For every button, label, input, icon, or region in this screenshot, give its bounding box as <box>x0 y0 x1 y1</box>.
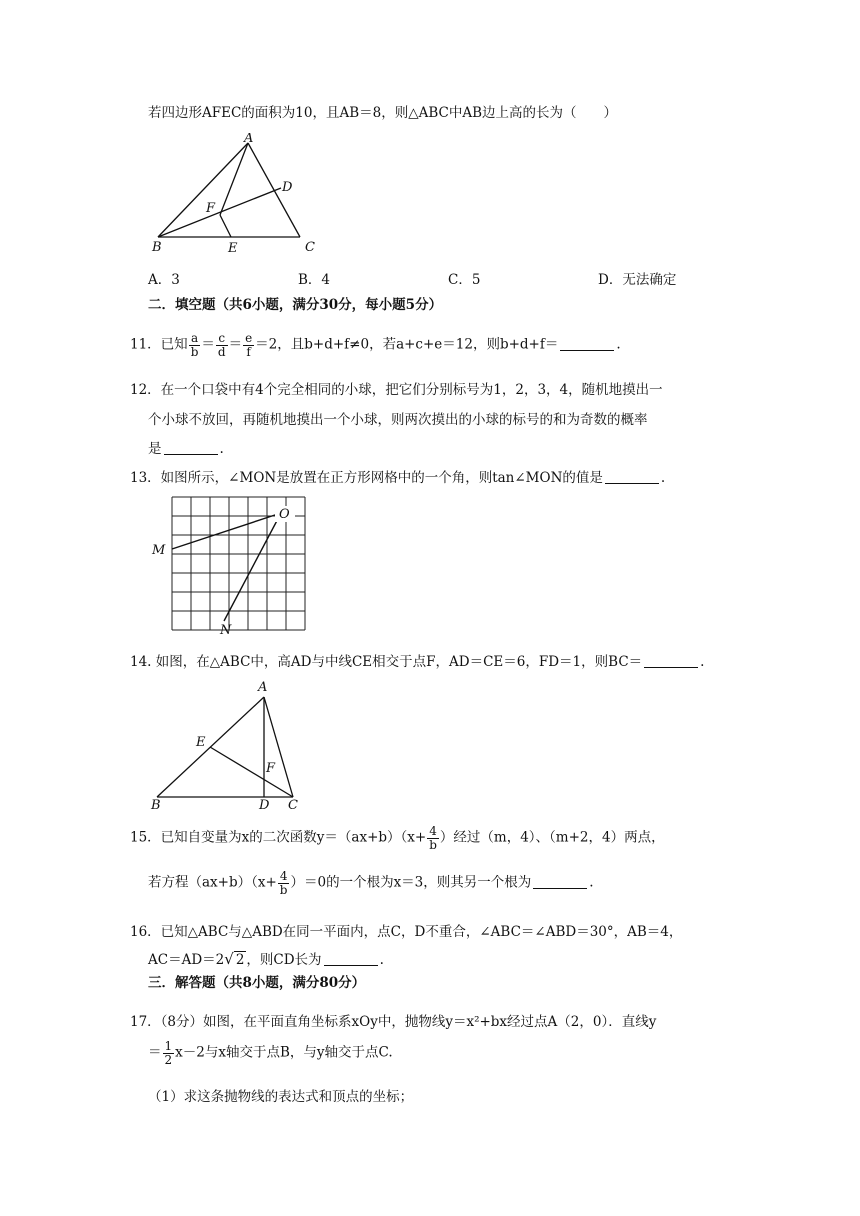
section-2-heading: 二．填空题（共6小题，满分30分，每小题5分） <box>148 297 443 313</box>
q10-label-d: D <box>282 180 293 195</box>
q17-fraction-1-2: $\frac{1}{2}$ <box>164 1039 173 1067</box>
q11-fraction-e-f: $\frac{e}{f}$ <box>245 331 253 359</box>
q11-fraction-c-d: $\frac{c}{d}$ <box>217 331 226 359</box>
q13-label-m: M <box>152 543 166 558</box>
q16-answer-blank[interactable] <box>324 965 378 966</box>
q15-fraction-4-b-2: $\frac{4}{b}$ <box>279 869 288 897</box>
question-12-line-2: 个小球不放回，再随机地摸出一个小球，则两次摸出的小球的标号的和为奇数的概率 <box>148 412 648 428</box>
q14-label-f: F <box>266 761 276 776</box>
question-14: 14. 如图，在△ABC中，高AD与中线CE相交于点F，AD＝CE＝6，FD＝1，则BC＝ . <box>130 654 705 670</box>
q14-label-a: A <box>258 680 268 695</box>
q11-fraction-a-b: $\frac{a}{b}$ <box>190 331 199 359</box>
question-12-line-3: 是 . <box>148 441 224 457</box>
q16-sqrt-2: 2 <box>235 952 245 968</box>
q15-answer-blank[interactable] <box>533 888 587 889</box>
q11-answer-blank[interactable] <box>560 350 614 351</box>
q10-label-b: B <box>152 240 162 255</box>
q10-figure <box>148 133 328 258</box>
question-15-line-2: 若方程（ax+b）（x+ $\frac{4}{b}$ ）＝0的一个根为x＝3，则其另一个根为 . <box>148 869 594 897</box>
q10-label-c: C <box>305 240 315 255</box>
q10-option-a: A．3 <box>148 272 180 288</box>
q10-stem: 若四边形AFEC的面积为10，且AB＝8，则△ABC中AB边上高的长为（ ） <box>148 105 618 121</box>
question-15-line-1: 15．已知自变量为x的二次函数y＝（ax+b）（x+ $\frac{4}{b}$ ）经过（m，4）、（m+2，4）两点， <box>130 824 665 852</box>
question-11: 11．已知 $\frac{a}{b}$ ＝ $\frac{c}{d}$ ＝ $\frac{e}{f}$ ＝2，且b+d+f≠0，若a+c+e＝12，则b+d+f＝ . <box>130 331 621 359</box>
q13-label-n: N <box>220 623 232 636</box>
q14-label-e: E <box>196 735 206 750</box>
question-16-line-1: 16．已知△ABC与△ABD在同一平面内，点C，D不重合，∠ABC＝∠ABD＝30°，AB＝4， <box>130 924 683 940</box>
q10-option-c: C．5 <box>448 272 481 288</box>
q10-label-a: A <box>244 133 254 146</box>
q14-label-b: B <box>151 798 161 811</box>
q14-answer-blank[interactable] <box>644 667 698 668</box>
q13-grid-figure <box>148 494 308 636</box>
q12-answer-blank[interactable] <box>164 454 218 455</box>
question-17-line-2: ＝ $\frac{1}{2}$ x－2与x轴交于点B，与y轴交于点C. <box>148 1039 393 1067</box>
question-16-line-2: AC＝AD＝2√ 2 ，则CD长为 . <box>148 950 384 968</box>
question-17-sub-1: （1）求这条抛物线的表达式和顶点的坐标； <box>148 1089 414 1105</box>
question-13: 13．如图所示，∠MON是放置在正方形网格中的一个角，则tan∠MON的值是 . <box>130 470 666 486</box>
q14-label-d: D <box>259 798 270 811</box>
q13-label-o: O <box>279 507 290 522</box>
q10-label-e: E <box>228 241 238 256</box>
q10-label-f: F <box>206 201 216 216</box>
q14-figure <box>148 676 318 811</box>
q10-option-b: B．4 <box>298 272 331 288</box>
question-17-line-1: 17．（8分）如图，在平面直角坐标系xOy中，抛物线y＝x²+bx经过点A（2，0）．直线y <box>130 1014 657 1030</box>
q15-fraction-4-b: $\frac{4}{b}$ <box>429 824 437 852</box>
q13-answer-blank[interactable] <box>605 483 659 484</box>
q10-option-d: D．无法确定 <box>598 272 677 288</box>
section-3-heading: 三．解答题（共8小题，满分80分） <box>148 975 366 991</box>
q14-label-c: C <box>288 798 298 811</box>
question-12-line-1: 12．在一个口袋中有4个完全相同的小球，把它们分别标号为1，2，3，4，随机地摸出一 <box>130 382 663 398</box>
